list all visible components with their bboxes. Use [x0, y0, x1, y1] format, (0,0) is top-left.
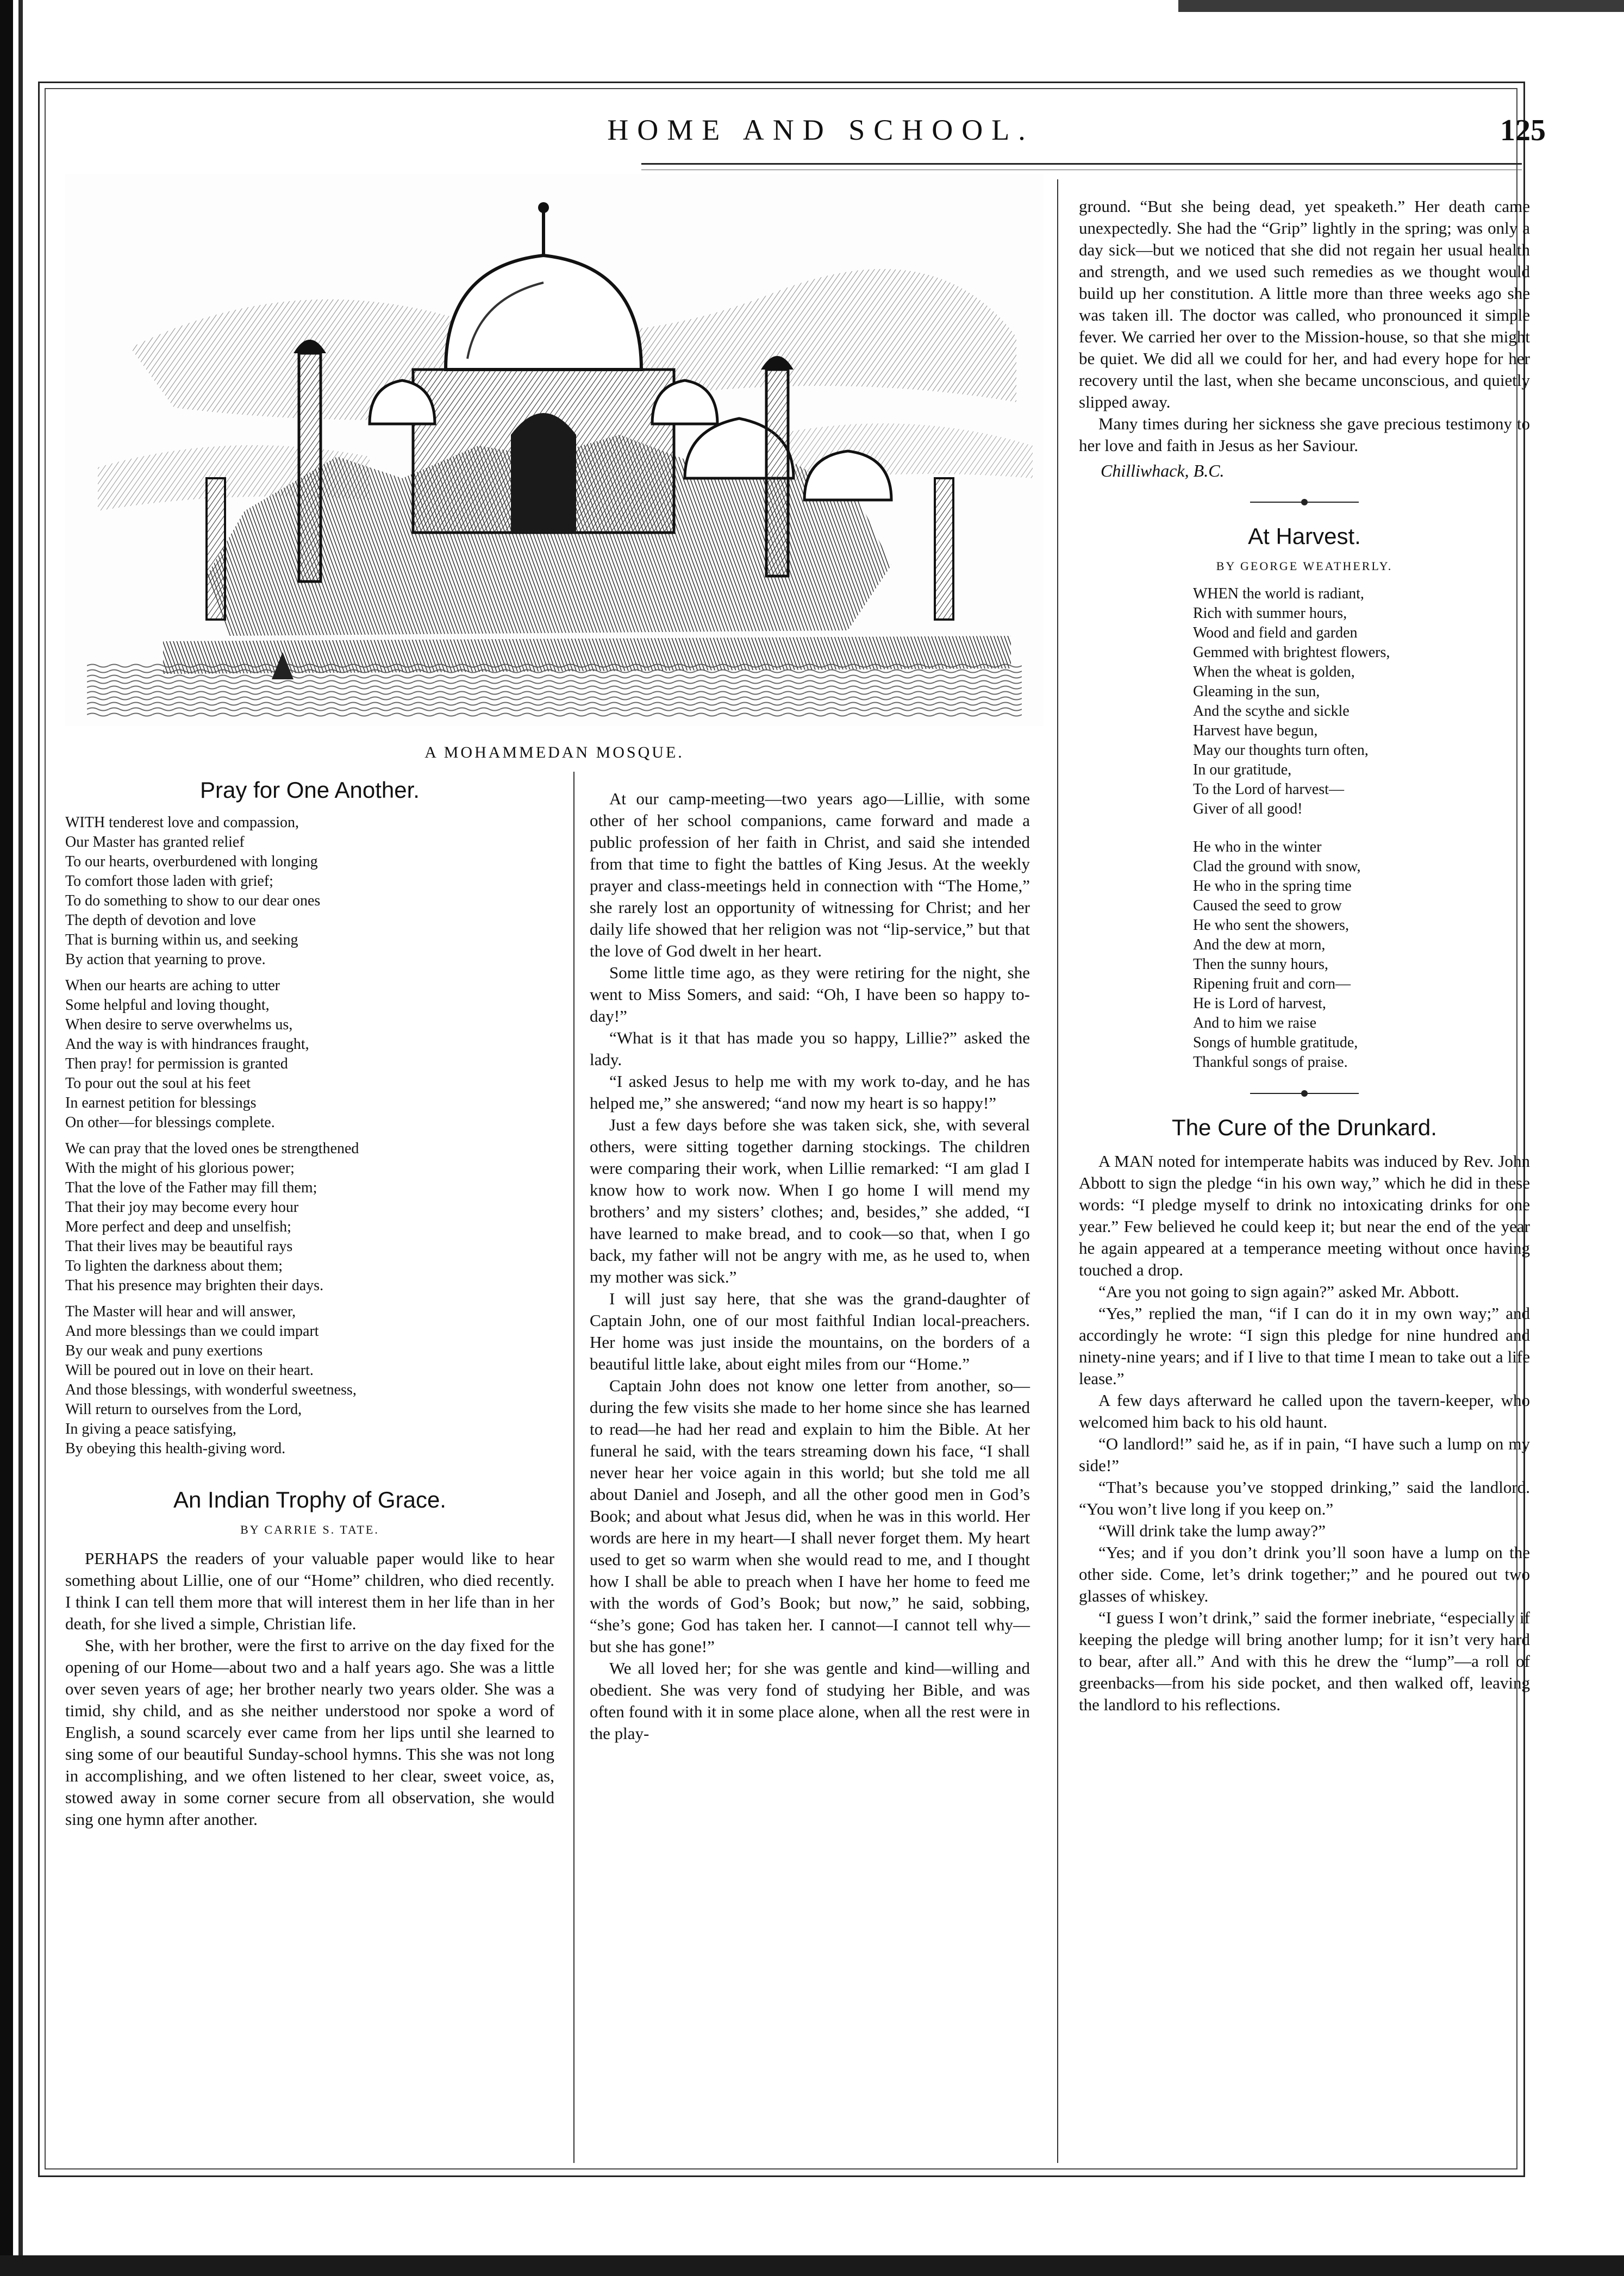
column-rule-1 — [573, 772, 574, 2163]
article-paragraph: A MAN noted for intemperate habits was induced by Rev. John Abbott to sign the pledge “in his own way,” which he did in these words: “I pledge myself to drink no intoxicating drinks for one year.” Few believed he could keep it; but near the end of the year he again appeared at a temperance meeting without once having touched a drop. — [1079, 1152, 1530, 1279]
poem-stanza: WITH tenderest love and compassion, Our Master has granted relief To our hearts, overburdened with longing To comfort those laden with grief; To do something to show to our dear ones The depth of devotion and love That is burning within us, and seeking By action that yearning to prove. — [65, 814, 321, 968]
column-left — [65, 777, 554, 1830]
poem-byline: BY GEORGE WEATHERLY. — [1216, 559, 1393, 573]
article-signature: Chilliwhack, B.C. — [1101, 461, 1225, 480]
poem-stanza: We can pray that the loved ones be strengthened With the might of his glorious power; That the love of the Father may fill them; That their joy may become every hour More perfect and deep and unselfish; That their lives may be beautiful rays To lighten the darkness about them; That his presence may brighten their days. — [65, 1140, 359, 1294]
column-rule-2 — [1057, 179, 1058, 2163]
section-separator — [1250, 1093, 1359, 1094]
poem-stanza: He who in the winter Clad the ground with snow, He who in the spring time Caused the seed to grow He who sent the showers, And the dew at morn, Then the sunny hours, Ripening fruit and corn— He is Lord of harvest, And to him we raise Songs of humble gratitude, Thankful songs of praise. — [1193, 839, 1361, 1071]
article-paragraph: PERHAPS the readers of your valuable paper would like to hear something about Lillie, one of our “Home” children, who died recently. I think I can tell them more that will interest them in her life than in her death, for she lived a simple, Christian life. — [65, 1549, 554, 1633]
article-paragraph: “Will drink take the lump away?” — [1098, 1521, 1326, 1540]
poem-title-pray: Pray for One Another. — [200, 777, 420, 803]
running-title: HOME AND SCHOOL. — [607, 114, 1034, 146]
article-paragraph: I will just say here, that she was the grand-daughter of Captain John, one of our most faithful Indian local-preachers. Her home was just inside the mountains, on the borders of a beautiful little lake, about eight miles from our “Home.” — [590, 1289, 1030, 1373]
poem-title-harvest: At Harvest. — [1248, 523, 1361, 549]
poem-stanza: The Master will hear and will answer, And more blessings than we could impart By our weak and puny exertions Will be poured out in love on their heart. And those blessings, with wonderful sweetness, Will return to ourselves from the Lord, In giving a peace satisfying, By obeying this health-giving word. — [65, 1303, 357, 1457]
article-paragraph: Captain John does not know one letter from another, so—during the few visits she made to her home since she has learned to read—he had her read and explain to him the Bible. At her funeral he said, with the tears streaming down his face, “I shall never hear her voice again in this world; but she told me all about Daniel and Joseph, and all the other good men in God’s Book; and about what Jesus did, when he was in this world. Her words are here in my heart—I shall never forget them. My heart used to get so warm when she would read to me, and I thought how I shall be able to preach when I have her home to feed me with the words of God’s Book; but now,” he said, sobbing, “she’s gone; God has taken her. I cannot—I cannot tell why—but she has gone!” — [590, 1376, 1030, 1656]
section-separator — [1250, 502, 1359, 503]
scan-edge-top — [1178, 0, 1624, 12]
article-title-trophy: An Indian Trophy of Grace. — [173, 1487, 446, 1512]
column-right — [1079, 196, 1530, 1716]
article-paragraph: “That’s because you’ve stopped drinking,” said the landlord. “You won’t live long if you keep on.” — [1079, 1478, 1530, 1518]
article-paragraph: “I asked Jesus to help me with my work to-day, and he has helped me,” she answered; “and now my heart is so happy!” — [590, 1072, 1030, 1112]
article-paragraph: At our camp-meeting—two years ago—Lillie, with some other of her school companions, came forward and made a public profession of her faith in Christ, and said she intended from that time to fight the battles of King Jesus. At the weekly prayer and class-meetings held in connection with “The Home,” she rarely lost an opportunity of witnessing for Christ; and her daily life showed that her religion was not “lip-service,” but that the love of God dwelt in her heart. — [590, 789, 1030, 960]
article-byline: BY CARRIE S. TATE. — [240, 1523, 379, 1536]
article-paragraph: ground. “But she being dead, yet speaketh.” Her death came unexpectedly. She had the “Grip” lightly in the spring; was only a day sick—but we noticed that she did not regain her usual health and strength, and we used such remedies as we thought would build up her constitution. A little more than three weeks ago she was taken ill. The doctor was called, who pronounced it simple fever. We carried her over to the Mission-house, so that she might be quiet. We did all we could for her, and had every hope for her recovery until the last, when she became unconscious, and quietly slipped away. — [1079, 197, 1530, 411]
scan-edge-bottom — [0, 2255, 1624, 2276]
poem-stanza: When our hearts are aching to utter Some helpful and loving thought, When desire to serve overwhelms us, And the way is with hindrances fraught, Then pray! for permission is granted To pour out the soul at his feet In earnest petition for blessings On other—for blessings complete. — [65, 977, 309, 1131]
article-paragraph: She, with her brother, were the first to arrive on the day fixed for the opening of our Home—about two and a half years ago. She was a little over seven years of age; her brother nearly two years older. She was a timid, shy child, and as she neither understood nor spoke a word of English, a sound scarcely ever came from her lips until she learned to sing some of our beautiful Sunday-school hymns. This she was not long in accomplishing, and we often listened to her clear, sweet voice, as, stowed away in some corner secure from all observation, she would sing one hymn after another. — [65, 1636, 554, 1829]
article-paragraph: “Are you not going to sign again?” asked Mr. Abbott. — [1098, 1282, 1459, 1301]
scan-edge-left — [0, 0, 13, 2276]
article-paragraph: “Yes; and if you don’t drink you’ll soon have a lump on the other side. Come, let’s drink together;” and he poured out two glasses of whiskey. — [1079, 1543, 1530, 1605]
article-paragraph: “I guess I won’t drink,” said the former inebriate, “especially if keeping the pledge will bring another lump; for it isn’t very hard to bear, after all.” And with this he drew the “lump”—a roll of greenbacks—from his side pocket, and then walked off, leaving the landlord to his reflections. — [1079, 1608, 1530, 1714]
scan-edge-stripe — [18, 0, 23, 2276]
illustration-caption: A MOHAMMEDAN MOSQUE. — [424, 743, 684, 761]
article-paragraph: “What is it that has made you so happy, Lillie?” asked the lady. — [590, 1028, 1030, 1069]
article-paragraph: A few days afterward he called upon the tavern-keeper, who welcomed him back to his old haunt. — [1079, 1391, 1530, 1431]
article-paragraph: Many times during her sickness she gave precious testimony to her love and faith in Jesus as her Saviour. — [1079, 414, 1530, 455]
article-title-cure: The Cure of the Drunkard. — [1172, 1115, 1437, 1140]
poem-stanza: WHEN the world is radiant, Rich with summer hours, Wood and field and garden Gemmed with brightest flowers, When the wheat is golden, Gleaming in the sun, And the scythe and sickle Harvest have begun, May our thoughts turn often, In our gratitude, To the Lord of harvest— Giver of all good! — [1193, 585, 1390, 817]
article-paragraph: We all loved her; for she was gentle and kind—willing and obedient. She was very fond of studying her Bible, and was often found with it in some place alone, when all the rest were in the play- — [590, 1659, 1030, 1743]
article-paragraph: “Yes,” replied the man, “if I can do it in my own way;” and accordingly he wrote: “I sign this pledge for nine hundred and ninety-nine years; and if I live to that time I mean to take out a life lease.” — [1079, 1304, 1530, 1388]
column-middle — [590, 788, 1030, 1744]
article-paragraph: “O landlord!” said he, as if in pain, “I have such a lump on my side!” — [1079, 1434, 1530, 1475]
article-paragraph: Some little time ago, as they were retiring for the night, she went to Miss Somers, and said: “Oh, I have been so happy to-day!” — [590, 963, 1030, 1026]
article-paragraph: Just a few days before she was taken sick, she, with several others, were sitting together darning stockings. The children were comparing their work, when Lillie remarked: “I am glad I know how to work now. When I go home I will mend my brothers’ and my sisters’ clothes; and, besides,” she added, “I have learned to make bread, and to cook—so that, when I go back, my father will not be angry with me, as he used to, when my mother was sick.” — [590, 1115, 1030, 1286]
header-rule — [641, 163, 1522, 165]
page-number: 125 — [1500, 114, 1546, 147]
mosque-engraving — [65, 174, 1044, 726]
